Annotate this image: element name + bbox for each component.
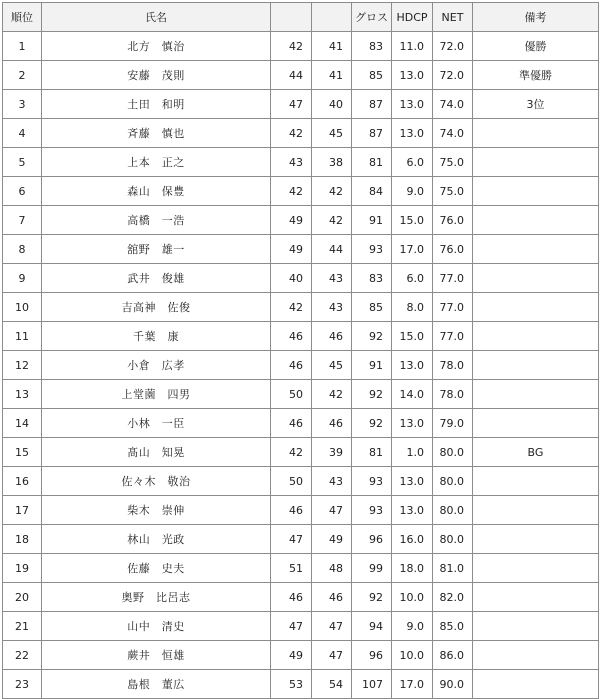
net-cell: 75.0 <box>433 177 473 206</box>
in-score-cell: 42 <box>312 177 352 206</box>
note-cell <box>473 206 599 235</box>
in-score-cell: 41 <box>312 61 352 90</box>
rank-cell: 20 <box>3 583 42 612</box>
rank-cell: 21 <box>3 612 42 641</box>
name-cell: 武井 俊雄 <box>42 264 271 293</box>
hdcp-cell: 6.0 <box>392 264 433 293</box>
in-score-cell: 46 <box>312 409 352 438</box>
net-cell: 74.0 <box>433 90 473 119</box>
out-score-cell: 49 <box>271 235 312 264</box>
hdcp-cell: 10.0 <box>392 641 433 670</box>
note-cell <box>473 293 599 322</box>
in-score-cell: 39 <box>312 438 352 467</box>
header-name: 氏名 <box>42 3 271 32</box>
name-cell: 奥野 比呂志 <box>42 583 271 612</box>
note-cell <box>473 554 599 583</box>
rank-cell: 19 <box>3 554 42 583</box>
table-row <box>3 409 599 438</box>
rank-cell: 17 <box>3 496 42 525</box>
out-score-cell: 49 <box>271 206 312 235</box>
in-score-cell: 48 <box>312 554 352 583</box>
out-score-cell: 46 <box>271 583 312 612</box>
hdcp-cell: 1.0 <box>392 438 433 467</box>
results-table <box>2 2 599 699</box>
gross-cell: 93 <box>352 235 392 264</box>
name-cell: 舘野 雄一 <box>42 235 271 264</box>
table-row <box>3 206 599 235</box>
note-cell <box>473 380 599 409</box>
hdcp-cell: 18.0 <box>392 554 433 583</box>
note-cell: 3位 <box>473 90 599 119</box>
name-cell: 吉高神 佐俊 <box>42 293 271 322</box>
gross-cell: 107 <box>352 670 392 699</box>
hdcp-cell: 15.0 <box>392 322 433 351</box>
in-score-cell: 38 <box>312 148 352 177</box>
out-score-cell: 50 <box>271 467 312 496</box>
gross-cell: 96 <box>352 525 392 554</box>
hdcp-cell: 13.0 <box>392 119 433 148</box>
note-cell <box>473 322 599 351</box>
net-cell: 77.0 <box>433 322 473 351</box>
name-cell: 安藤 茂則 <box>42 61 271 90</box>
note-cell <box>473 583 599 612</box>
note-cell: 準優勝 <box>473 61 599 90</box>
table-row <box>3 264 599 293</box>
header-rank: 順位 <box>3 3 42 32</box>
net-cell: 82.0 <box>433 583 473 612</box>
in-score-cell: 43 <box>312 467 352 496</box>
table-row <box>3 380 599 409</box>
note-cell <box>473 612 599 641</box>
name-cell: 蕨井 恒雄 <box>42 641 271 670</box>
table-row <box>3 322 599 351</box>
out-score-cell: 40 <box>271 264 312 293</box>
in-score-cell: 46 <box>312 583 352 612</box>
net-cell: 76.0 <box>433 206 473 235</box>
in-score-cell: 47 <box>312 496 352 525</box>
name-cell: 森山 保豊 <box>42 177 271 206</box>
gross-cell: 81 <box>352 148 392 177</box>
table-row <box>3 525 599 554</box>
gross-cell: 93 <box>352 496 392 525</box>
note-cell <box>473 119 599 148</box>
hdcp-cell: 6.0 <box>392 148 433 177</box>
hdcp-cell: 11.0 <box>392 32 433 61</box>
in-score-cell: 47 <box>312 641 352 670</box>
in-score-cell: 43 <box>312 264 352 293</box>
net-cell: 77.0 <box>433 293 473 322</box>
table-row <box>3 351 599 380</box>
header-out <box>271 3 312 32</box>
name-cell: 佐藤 史夫 <box>42 554 271 583</box>
name-cell: 林山 光政 <box>42 525 271 554</box>
hdcp-cell: 10.0 <box>392 583 433 612</box>
header-gross: グロス <box>352 3 392 32</box>
net-cell: 90.0 <box>433 670 473 699</box>
in-score-cell: 45 <box>312 119 352 148</box>
hdcp-cell: 13.0 <box>392 61 433 90</box>
note-cell <box>473 496 599 525</box>
hdcp-cell: 13.0 <box>392 496 433 525</box>
name-cell: 高橋 一浩 <box>42 206 271 235</box>
name-cell: 土田 和明 <box>42 90 271 119</box>
gross-cell: 85 <box>352 61 392 90</box>
rank-cell: 12 <box>3 351 42 380</box>
table-row <box>3 148 599 177</box>
table-row <box>3 61 599 90</box>
hdcp-cell: 16.0 <box>392 525 433 554</box>
name-cell: 千葉 康 <box>42 322 271 351</box>
net-cell: 78.0 <box>433 380 473 409</box>
rank-cell: 7 <box>3 206 42 235</box>
out-score-cell: 47 <box>271 612 312 641</box>
rank-cell: 23 <box>3 670 42 699</box>
out-score-cell: 42 <box>271 438 312 467</box>
note-cell <box>473 641 599 670</box>
rank-cell: 6 <box>3 177 42 206</box>
name-cell: 佐々木 敬治 <box>42 467 271 496</box>
hdcp-cell: 8.0 <box>392 293 433 322</box>
hdcp-cell: 9.0 <box>392 177 433 206</box>
note-cell: 優勝 <box>473 32 599 61</box>
rank-cell: 8 <box>3 235 42 264</box>
name-cell: 上堂薗 四男 <box>42 380 271 409</box>
header-note: 備考 <box>473 3 599 32</box>
table-row <box>3 32 599 61</box>
gross-cell: 84 <box>352 177 392 206</box>
hdcp-cell: 13.0 <box>392 351 433 380</box>
in-score-cell: 46 <box>312 322 352 351</box>
rank-cell: 14 <box>3 409 42 438</box>
net-cell: 80.0 <box>433 467 473 496</box>
in-score-cell: 42 <box>312 380 352 409</box>
out-score-cell: 46 <box>271 322 312 351</box>
in-score-cell: 42 <box>312 206 352 235</box>
name-cell: 小倉 広孝 <box>42 351 271 380</box>
in-score-cell: 49 <box>312 525 352 554</box>
gross-cell: 87 <box>352 90 392 119</box>
in-score-cell: 54 <box>312 670 352 699</box>
rank-cell: 15 <box>3 438 42 467</box>
net-cell: 85.0 <box>433 612 473 641</box>
note-cell <box>473 525 599 554</box>
gross-cell: 81 <box>352 438 392 467</box>
gross-cell: 85 <box>352 293 392 322</box>
rank-cell: 16 <box>3 467 42 496</box>
hdcp-cell: 9.0 <box>392 612 433 641</box>
name-cell: 山中 清史 <box>42 612 271 641</box>
hdcp-cell: 13.0 <box>392 409 433 438</box>
note-cell <box>473 177 599 206</box>
hdcp-cell: 13.0 <box>392 467 433 496</box>
net-cell: 79.0 <box>433 409 473 438</box>
gross-cell: 92 <box>352 409 392 438</box>
rank-cell: 13 <box>3 380 42 409</box>
note-cell: BG <box>473 438 599 467</box>
out-score-cell: 47 <box>271 525 312 554</box>
in-score-cell: 45 <box>312 351 352 380</box>
header-hdcp: HDCP <box>392 3 433 32</box>
hdcp-cell: 13.0 <box>392 90 433 119</box>
in-score-cell: 43 <box>312 293 352 322</box>
in-score-cell: 44 <box>312 235 352 264</box>
rank-cell: 18 <box>3 525 42 554</box>
net-cell: 80.0 <box>433 525 473 554</box>
rank-cell: 11 <box>3 322 42 351</box>
gross-cell: 91 <box>352 206 392 235</box>
net-cell: 72.0 <box>433 32 473 61</box>
table-row <box>3 641 599 670</box>
table-row <box>3 467 599 496</box>
out-score-cell: 44 <box>271 61 312 90</box>
gross-cell: 87 <box>352 119 392 148</box>
gross-cell: 99 <box>352 554 392 583</box>
net-cell: 81.0 <box>433 554 473 583</box>
rank-cell: 9 <box>3 264 42 293</box>
in-score-cell: 41 <box>312 32 352 61</box>
rank-cell: 10 <box>3 293 42 322</box>
out-score-cell: 42 <box>271 293 312 322</box>
table-row <box>3 293 599 322</box>
table-row <box>3 496 599 525</box>
net-cell: 74.0 <box>433 119 473 148</box>
header-net: NET <box>433 3 473 32</box>
net-cell: 80.0 <box>433 438 473 467</box>
out-score-cell: 50 <box>271 380 312 409</box>
name-cell: 島根 董広 <box>42 670 271 699</box>
net-cell: 80.0 <box>433 496 473 525</box>
in-score-cell: 40 <box>312 90 352 119</box>
out-score-cell: 46 <box>271 351 312 380</box>
out-score-cell: 49 <box>271 641 312 670</box>
note-cell <box>473 467 599 496</box>
name-cell: 北方 慎治 <box>42 32 271 61</box>
hdcp-cell: 15.0 <box>392 206 433 235</box>
net-cell: 75.0 <box>433 148 473 177</box>
table-row <box>3 177 599 206</box>
out-score-cell: 46 <box>271 496 312 525</box>
net-cell: 86.0 <box>433 641 473 670</box>
header-in <box>312 3 352 32</box>
out-score-cell: 47 <box>271 90 312 119</box>
out-score-cell: 42 <box>271 177 312 206</box>
table-row <box>3 554 599 583</box>
note-cell <box>473 351 599 380</box>
gross-cell: 83 <box>352 264 392 293</box>
note-cell <box>473 670 599 699</box>
net-cell: 72.0 <box>433 61 473 90</box>
rank-cell: 4 <box>3 119 42 148</box>
gross-cell: 92 <box>352 380 392 409</box>
out-score-cell: 46 <box>271 409 312 438</box>
hdcp-cell: 17.0 <box>392 235 433 264</box>
out-score-cell: 51 <box>271 554 312 583</box>
table-row <box>3 670 599 699</box>
in-score-cell: 47 <box>312 612 352 641</box>
table-row <box>3 235 599 264</box>
hdcp-cell: 17.0 <box>392 670 433 699</box>
rank-cell: 1 <box>3 32 42 61</box>
name-cell: 髙山 知晃 <box>42 438 271 467</box>
gross-cell: 94 <box>352 612 392 641</box>
note-cell <box>473 264 599 293</box>
name-cell: 斉藤 慎也 <box>42 119 271 148</box>
name-cell: 小林 一臣 <box>42 409 271 438</box>
net-cell: 77.0 <box>433 264 473 293</box>
out-score-cell: 42 <box>271 32 312 61</box>
gross-cell: 83 <box>352 32 392 61</box>
out-score-cell: 42 <box>271 119 312 148</box>
net-cell: 78.0 <box>433 351 473 380</box>
note-cell <box>473 235 599 264</box>
out-score-cell: 53 <box>271 670 312 699</box>
gross-cell: 91 <box>352 351 392 380</box>
gross-cell: 96 <box>352 641 392 670</box>
gross-cell: 92 <box>352 583 392 612</box>
name-cell: 柴木 崇伸 <box>42 496 271 525</box>
rank-cell: 3 <box>3 90 42 119</box>
table-row <box>3 612 599 641</box>
out-score-cell: 43 <box>271 148 312 177</box>
table-row <box>3 438 599 467</box>
note-cell <box>473 148 599 177</box>
rank-cell: 22 <box>3 641 42 670</box>
gross-cell: 93 <box>352 467 392 496</box>
table-row <box>3 119 599 148</box>
note-cell <box>473 409 599 438</box>
name-cell: 上本 正之 <box>42 148 271 177</box>
table-row <box>3 583 599 612</box>
net-cell: 76.0 <box>433 235 473 264</box>
header-row <box>3 3 599 32</box>
gross-cell: 92 <box>352 322 392 351</box>
table-row <box>3 90 599 119</box>
rank-cell: 2 <box>3 61 42 90</box>
rank-cell: 5 <box>3 148 42 177</box>
hdcp-cell: 14.0 <box>392 380 433 409</box>
